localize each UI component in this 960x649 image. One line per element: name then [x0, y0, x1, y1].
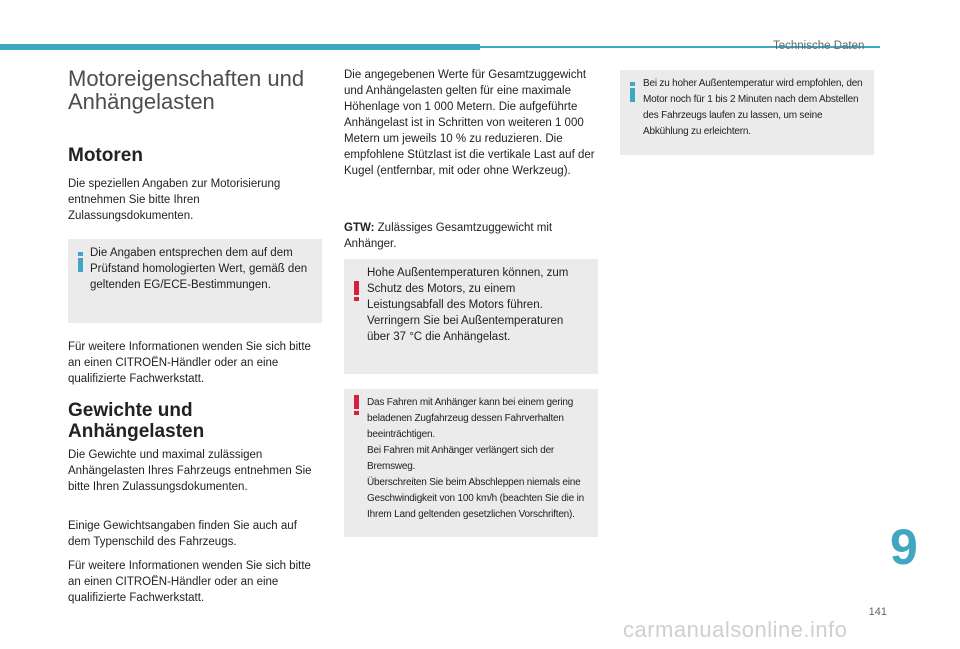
warning-note-trailer — [344, 389, 598, 537]
warning-note-text: Das Fahren mit Anhänger kann bei einem gering beladenen Zugfahrzeug dessen Fahrverhalten beeinträchtigen. Bei Fahren mit Anhänger verlängert sich der Bremsweg. Überschreiten Sie beim Abschleppen niemals eine Geschwindigkeit von 100 km/h (beachten Sie die in Ihrem Land geltenden gesetzlichen Vorschriften). — [367, 397, 584, 520]
chapter-number: 9 — [890, 519, 918, 575]
info-note-homologation — [68, 239, 322, 323]
page-number: 141 — [868, 606, 887, 618]
further-info-2: Für weitere Informationen wenden Sie sich bitte an einen CITROËN-Händler oder an eine qualifizierte Fachwerkstatt. — [68, 560, 311, 604]
motoren-heading: Motoren — [68, 145, 143, 166]
gewichte-text-1: Die Gewichte und maximal zulässigen Anhängelasten Ihres Fahrzeugs entnehmen Sie bitte Ihren Zulassungsdokumenten. — [68, 449, 312, 493]
gewichte-heading: Gewichte und Anhängelasten — [68, 400, 205, 442]
info-note-cooling — [620, 70, 874, 155]
watermark: carmanualsonline.info — [623, 617, 848, 642]
info-icon — [78, 252, 83, 272]
info-note-text: Bei zu hoher Außentemperatur wird empfohlen, den Motor noch für 1 bis 2 Minuten nach dem Abstellen des Fahrzeugs laufen zu lassen, um seine Abkühlung zu erleichtern. — [643, 78, 863, 137]
header-accent-bar — [0, 44, 480, 50]
further-info-1: Für weitere Informationen wenden Sie sich bitte an einen CITROËN-Händler oder an eine qualifizierte Fachwerkstatt. — [68, 341, 311, 385]
warning-icon — [354, 281, 359, 301]
info-icon — [630, 82, 635, 102]
gtw-label: GTW: — [344, 222, 375, 234]
gewichte-text-2: Einige Gewichtsangaben finden Sie auch auf dem Typenschild des Fahrzeugs. — [68, 520, 297, 548]
warning-note-temperature — [344, 259, 598, 374]
page-title: Motoreigenschaften und Anhängelasten — [68, 66, 305, 114]
motoren-text: Die speziellen Angaben zur Motorisierung entnehmen Sie bitte Ihren Zulassungsdokumenten. — [68, 178, 281, 222]
section-title: Technische Daten — [773, 40, 865, 52]
weights-intro-text: Die angegebenen Werte für Gesamtzuggewicht und Anhängelasten gelten für eine maximale Höhenlage von 1 000 Metern. Die aufgeführte Anhängelast ist in Schritten von weiteren 1 000 Metern um jeweils 10 % zu reduzieren. Die empfohlene Stützlast ist die vertikale Last auf der Kugel (entfernbar, mit oder ohne Werkzeug). — [344, 69, 595, 177]
warning-note-text: Hohe Außentemperaturen können, zum Schutz des Motors, zu einem Leistungsabfall des Motors führen. Verringern Sie bei Außentemperaturen über 37 °C die Anhängelast. — [367, 267, 569, 343]
gtw-text: Zulässiges Gesamtzuggewicht mit Anhänger. — [344, 222, 553, 250]
warning-icon — [354, 395, 359, 415]
info-note-text: Die Angaben entsprechen dem auf dem Prüfstand homologierten Wert, gemäß den geltenden EG/ECE-Bestimmungen. — [90, 247, 308, 291]
gtw-definition — [344, 220, 584, 252]
